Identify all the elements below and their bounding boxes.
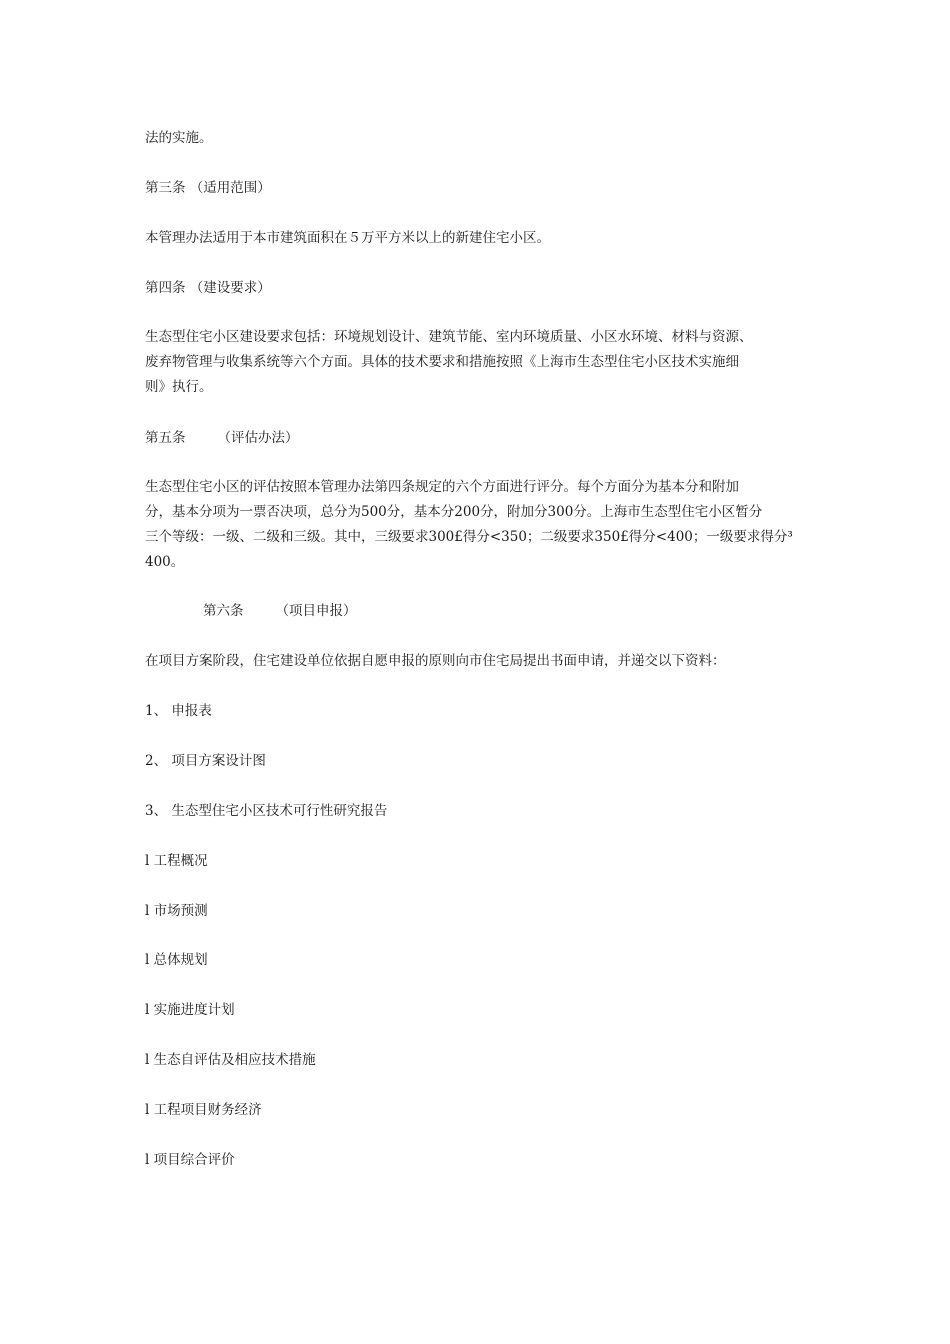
numbered-item: 1、 申报表: [145, 703, 212, 719]
article-4-heading: 第四条 （建设要求）: [145, 280, 271, 296]
numbered-item: 2、 项目方案设计图: [145, 753, 266, 769]
continuation-text: 法的实施。: [145, 130, 213, 146]
article-5-line: 生态型住宅小区的评估按照本管理办法第四条规定的六个方面进行评分。每个方面分为基本分和附加: [145, 479, 739, 495]
article-6-intro: 在项目方案阶段，住宅建设单位依据自愿申报的原则向市住宅局提出书面申请，并递交以下资料：: [145, 653, 726, 669]
bullet-item: l 市场预测: [145, 903, 208, 919]
article-6-title: （项目申报）: [275, 603, 357, 619]
article-6-heading: [203, 601, 357, 621]
bullet-item: l 项目综合评价: [145, 1152, 235, 1168]
article-4-line: 生态型住宅小区建设要求包括：环境规划设计、建筑节能、室内环境质量、小区水环境、材料与资源、: [145, 329, 753, 345]
article-5-title: （评估办法）: [217, 430, 299, 446]
article-3-body: 本管理办法适用于本市建筑面积在５万平方米以上的新建住宅小区。: [145, 230, 550, 246]
article-5-line: 三个等级：一级、二级和三级。其中，三级要求300£得分<350；二级要求350£得分<400；一级要求得分³: [145, 529, 793, 545]
article-5-line: 分，基本分项为一票否决项，总分为500分，基本分200分，附加分300分。上海市生态型住宅小区暂分: [145, 504, 763, 520]
numbered-item: 3、 生态型住宅小区技术可行性研究报告: [145, 803, 388, 819]
article-5-number: 第五条: [145, 430, 186, 446]
article-3-heading: 第三条 （适用范围）: [145, 180, 271, 196]
article-5-heading: [145, 428, 299, 448]
article-4-line: 废弃物管理与收集系统等六个方面。具体的技术要求和措施按照《上海市生态型住宅小区技术实施细: [145, 354, 739, 370]
bullet-item: l 实施进度计划: [145, 1002, 235, 1018]
article-6-number: 第六条: [203, 603, 244, 619]
article-4-body: [145, 325, 807, 400]
article-4-line: 则》执行。: [145, 379, 213, 395]
article-5-body: [145, 475, 807, 575]
bullet-item: l 总体规划: [145, 952, 208, 968]
bullet-item: l 工程项目财务经济: [145, 1102, 262, 1118]
bullet-item: l 工程概况: [145, 853, 208, 869]
bullet-item: l 生态自评估及相应技术措施: [145, 1052, 316, 1068]
article-5-line: 400。: [145, 554, 185, 570]
